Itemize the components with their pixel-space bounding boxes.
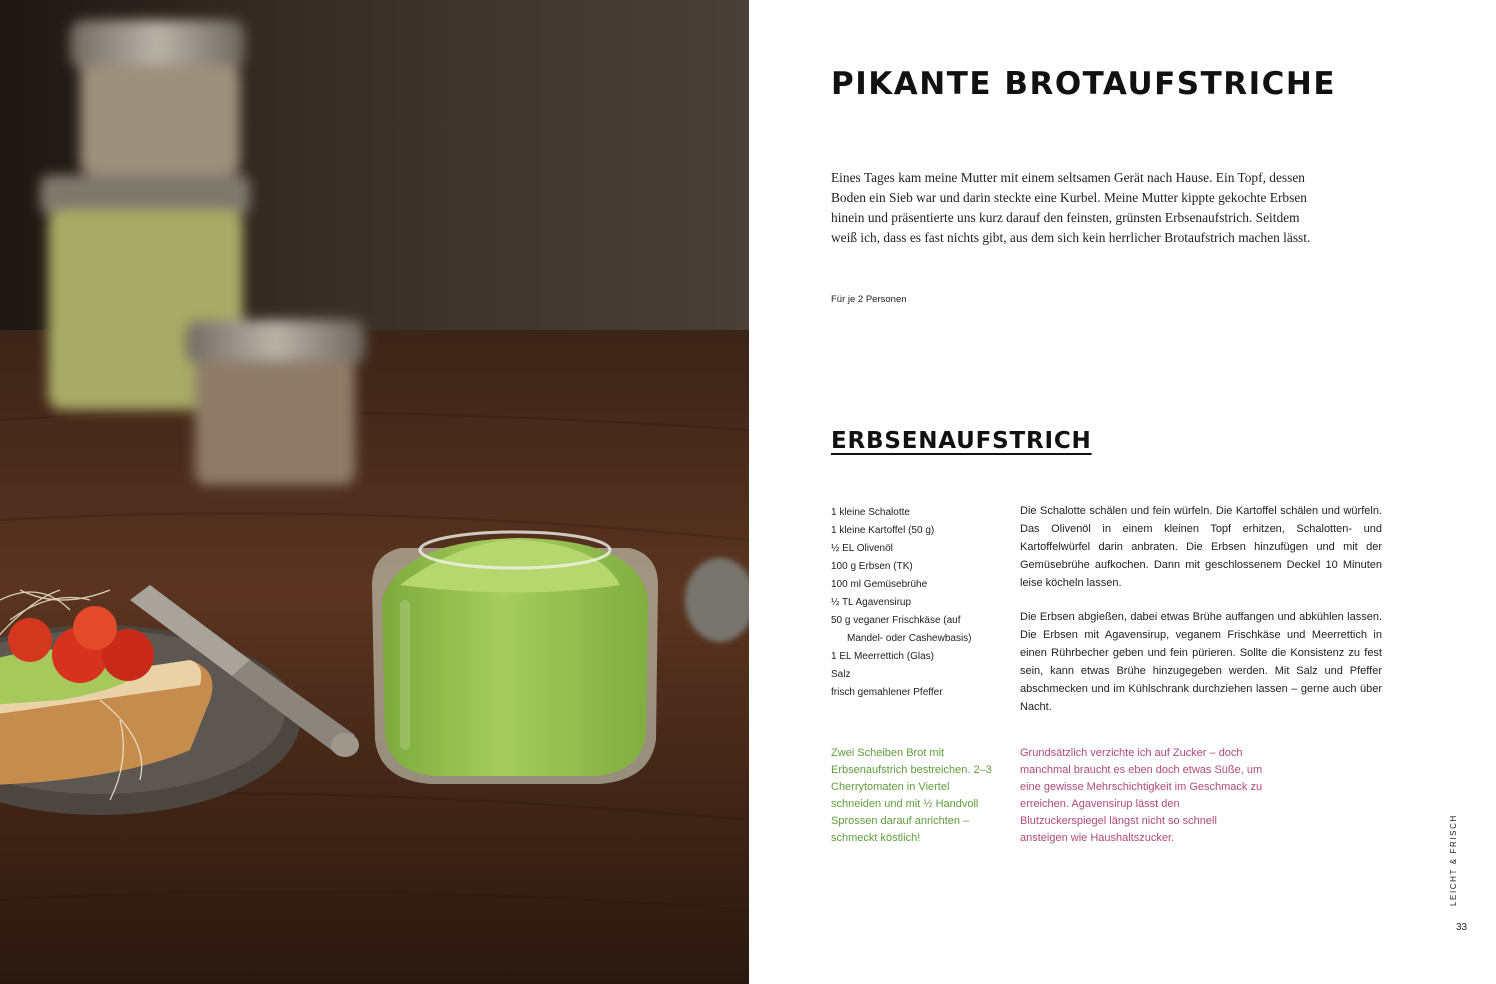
ingredient-item: ½ EL Olivenöl	[831, 543, 893, 554]
text-page	[749, 0, 1496, 984]
ingredient-item: Mandel- oder Cashewbasis)	[847, 633, 972, 644]
servings-note: Für je 2 Personen	[831, 294, 907, 305]
ingredient-item: 1 kleine Kartoffel (50 g)	[831, 525, 935, 536]
ingredient-list	[831, 504, 1011, 702]
running-head: LEICHT & FRISCH	[1449, 814, 1458, 906]
ingredient-item: 1 EL Meerrettich (Glas)	[831, 651, 934, 662]
page-number: 33	[1456, 922, 1468, 933]
ingredient-item: 1 kleine Schalotte	[831, 507, 910, 518]
ingredient-item: 100 ml Gemüsebrühe	[831, 579, 928, 590]
ingredient-item: 100 g Erbsen (TK)	[831, 561, 913, 572]
instruction-step: Die Erbsen abgießen, dabei etwas Brühe auffangen und abkühlen lassen. Die Erbsen mit Agavensirup, veganem Frischkäse und Meerrettich in einen Rührbecher geben und fein pürieren. Sollte die Konsistenz zu fest sein, kann etwas Brühe hinzugegeben werden. Mit Salz und Pfeffer abschmecken und im Kühlschrank durchziehen lassen – gerne auch über Nacht.	[1020, 611, 1382, 713]
page-title: PIKANTE BROTAUFSTRICHE	[831, 66, 1337, 102]
ingredient-item: Salz	[831, 669, 851, 680]
ingredient-item: frisch gemahlener Pfeffer	[831, 687, 943, 698]
instructions	[1020, 502, 1382, 732]
serving-tip: Zwei Scheiben Brot mit Erbsenaufstrich bestreichen. 2–3 Cherrytomaten in Viertel schneiden und mit ½ Handvoll Sprossen darauf anrichten – schmeckt köstlich!	[831, 747, 992, 844]
intro-paragraph: Eines Tages kam meine Mutter mit einem seltsamen Gerät nach Hause. Ein Topf, dessen Boden ein Sieb war und darin steckte eine Kurbel. Meine Mutter kippte gekochte Erbsen hinein und präsentierte uns kurz darauf den feinsten, grünsten Erbsenaufstrich. Seitdem weiß ich, dass es fast nichts gibt, aus dem sich kein herrlicher Brotaufstrich machen lässt.	[831, 170, 1311, 245]
ingredient-item: ½ TL Agavensirup	[831, 597, 912, 608]
sweetener-note: Grundsätzlich verzichte ich auf Zucker – doch manchmal braucht es eben doch etwas Süße, um eine gewisse Mehrschichtigkeit im Geschmack zu erreichen. Agavensirup lässt den Blutzuckerspiegel längst nicht so schnell ansteigen wie Haushaltszucker.	[1020, 747, 1263, 844]
instruction-step: Die Schalotte schälen und fein würfeln. Die Kartoffel schälen und würfeln. Das Olivenöl in einem kleinen Topf erhitzen, Schalotten- und Kartoffelwürfel darin anbraten. Die Erbsen hinzufügen und mit der Gemüsebrühe aufkochen. Dann mit geschlossenem Deckel 10 Minuten leise köcheln lassen.	[1020, 505, 1382, 589]
ingredient-item: 50 g veganer Frischkäse (auf	[831, 615, 961, 626]
recipe-title: ERBSENAUFSTRICH	[831, 428, 1092, 454]
